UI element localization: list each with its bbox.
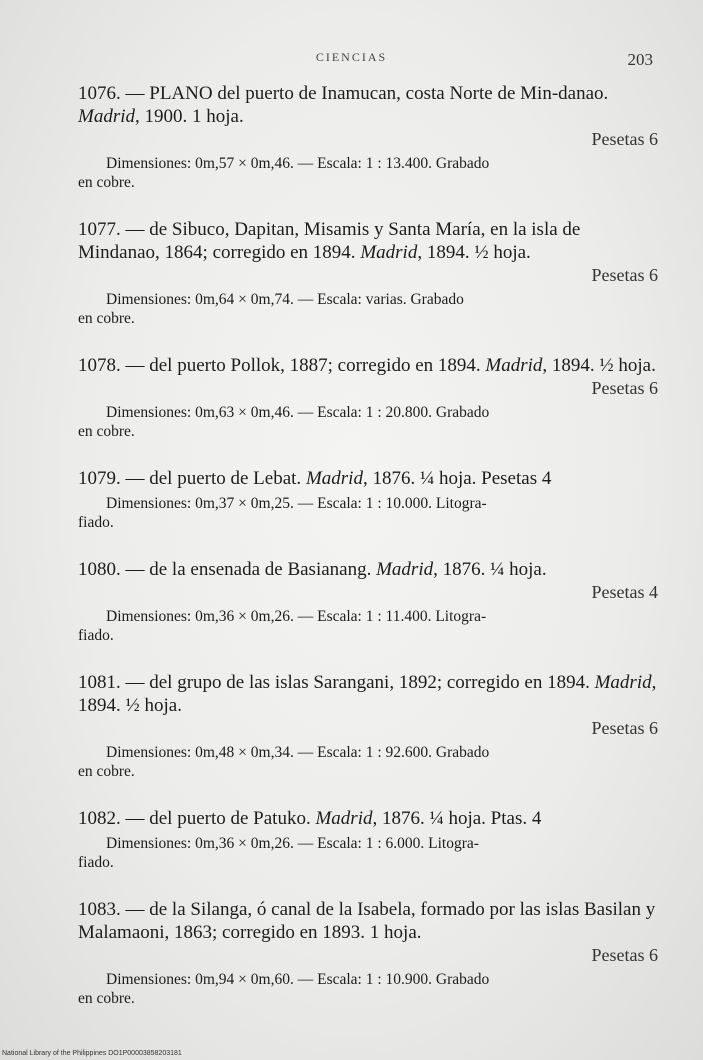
entry-price: Pesetas 6: [591, 265, 658, 285]
entry-text: 1081. — del grupo de las islas Sarangani, 1892; corregido en 1894.: [78, 672, 595, 693]
entry-dimensions: Dimensiones: 0m,64 × 0m,74. — Escala: varias. Grabado en cobre.: [78, 291, 464, 327]
entry-price: Pesetas 6: [591, 129, 658, 149]
entry-heading: [78, 467, 658, 490]
entry-place: Madrid: [305, 468, 363, 489]
catalog-entry: [78, 354, 658, 441]
entry-text: 1083. — de la Silanga, ó canal de la Isabela, formado por las islas Basilan y Malamaoni, 1863; corregido en 1893. 1 hoja.: [78, 899, 656, 943]
library-watermark: National Library of the Philippines DO1P00003858203181: [2, 1050, 182, 1057]
entry-text-end: , 1876. ¼ hoja. Ptas. 4: [372, 808, 542, 829]
entry-price: Pesetas 6: [591, 718, 658, 738]
catalog-entries: [78, 82, 658, 1034]
entry-heading: [78, 218, 658, 264]
page-header: [0, 50, 703, 74]
entry-heading: [78, 807, 658, 830]
entry-text: 1078. — del puerto Pollok, 1887; corregido en 1894.: [78, 355, 486, 376]
entry-text: 1082. — del puerto de Patuko.: [78, 808, 316, 829]
running-title: CIENCIAS: [315, 50, 388, 64]
catalog-entry: [78, 807, 658, 872]
catalog-entry: [78, 82, 658, 192]
entry-heading: [78, 354, 658, 377]
entry-place: Madrid: [360, 242, 418, 263]
entry-price: Pesetas 6: [591, 945, 658, 965]
entry-dimensions: Dimensiones: 0m,36 × 0m,26. — Escala: 1 : 6.000. Litogra- fiado.: [78, 835, 479, 871]
entry-text-end: , 1894. ½ hoja.: [78, 672, 657, 716]
entry-text-end: , 1876. ¼ hoja.: [433, 559, 547, 580]
catalog-entry: [78, 467, 658, 532]
page-number: 203: [627, 50, 653, 69]
entry-text: 1080. — de la ensenada de Basianang.: [78, 559, 377, 580]
entry-dimensions: Dimensiones: 0m,94 × 0m,60. — Escala: 1 : 10.900. Grabado en cobre.: [78, 971, 490, 1007]
catalog-entry: [78, 218, 658, 328]
entry-place: Madrid: [315, 808, 373, 829]
entry-text-end: , 1894. ½ hoja.: [542, 355, 656, 376]
entry-dimensions: Dimensiones: 0m,36 × 0m,26. — Escala: 1 : 11.400. Litogra- fiado.: [78, 608, 487, 644]
entry-place: Madrid: [376, 559, 434, 580]
entry-place: Madrid: [594, 672, 652, 693]
entry-text-end: , 1900. 1 hoja.: [135, 106, 244, 127]
entry-heading: [78, 898, 658, 944]
entry-text: 1079. — del puerto de Lebat.: [78, 468, 306, 489]
entry-place: Madrid: [485, 355, 543, 376]
entry-dimensions: Dimensiones: 0m,57 × 0m,46. — Escala: 1 : 13.400. Grabado en cobre.: [78, 155, 490, 191]
entry-dimensions: Dimensiones: 0m,63 × 0m,46. — Escala: 1 : 20.800. Grabado en cobre.: [78, 404, 490, 440]
entry-text-end: , 1876. ¼ hoja. Pesetas 4: [362, 468, 552, 489]
entry-dimensions: Dimensiones: 0m,48 × 0m,34. — Escala: 1 : 92.600. Grabado en cobre.: [78, 744, 490, 780]
entry-text-end: , 1894. ½ hoja.: [417, 242, 531, 263]
entry-place: Madrid: [78, 106, 135, 127]
entry-text: 1076. — PLANO del puerto de Inamucan, costa Norte de Min-danao.: [78, 83, 609, 104]
entry-price: Pesetas 6: [591, 378, 658, 398]
entry-price: Pesetas 4: [591, 582, 658, 602]
entry-heading: [78, 558, 658, 581]
catalog-entry: [78, 558, 658, 645]
entry-heading: [78, 671, 658, 717]
catalog-entry: [78, 671, 658, 781]
entry-heading: [78, 82, 658, 128]
entry-text: 1077. — de Sibuco, Dapitan, Misamis y Santa María, en la isla de Mindanao, 1864; corregido en 1894.: [78, 219, 581, 263]
entry-dimensions: Dimensiones: 0m,37 × 0m,25. — Escala: 1 : 10.000. Litogra- fiado.: [78, 495, 487, 531]
catalog-entry: [78, 898, 658, 1008]
